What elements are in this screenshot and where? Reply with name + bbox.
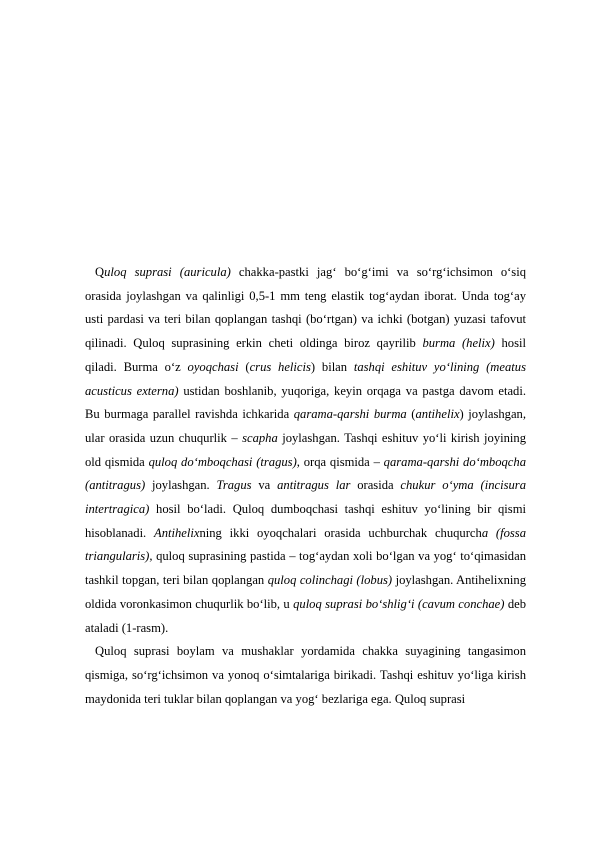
text-run: Quloq suprasi boylam va mushaklar yordamida chakka suyagining tangasimon qismiga, so‘rg‘ichsimon va yonoq o‘simtalariga birikadi. Tashqi eshituv yo‘liga kirish maydonida teri tuklar bilan qoplangan va yog‘ bezlariga ega. Quloq suprasi bbox=[85, 644, 526, 706]
italic-term: quloq suprasi bo‘shlig‘i (cavum conchae) bbox=[293, 596, 505, 611]
text-run: ( bbox=[238, 359, 250, 374]
italic-term: burma (helix) bbox=[422, 336, 495, 351]
italic-term: , bbox=[522, 407, 526, 422]
text-run: hosil qiladi. Burma o‘z bbox=[85, 336, 526, 374]
text-run: ) bilan bbox=[310, 359, 354, 374]
text-run: hosil bo‘ladi. Quloq dumboqchasi tashqi eshituv yo‘lining bir qismi hisoblanadi. bbox=[85, 502, 526, 540]
italic-term: qarama-qarshi burma bbox=[293, 407, 407, 422]
text-run: ular orasida uzun chuqurlik – bbox=[85, 430, 243, 445]
text-run: joylashgan. Tashqi eshituv yo‘li kirish joyining old qismida bbox=[85, 430, 527, 469]
italic-term: tashqi eshituv yo‘lining (meatus acusticus externa) bbox=[85, 359, 526, 398]
italic-term: oyoqchasi bbox=[187, 359, 239, 374]
text-run: , orqa qismida – bbox=[296, 454, 384, 469]
text-run: va bbox=[251, 478, 278, 493]
text-run: ustidan boshlanib, yuqoriga, keyin orqaga va pastga davom etadi. Bu burmaga parallel ravishda ichkarida bbox=[85, 383, 526, 422]
text-run: ( bbox=[406, 407, 416, 422]
italic-term: uloq suprasi (auricula) bbox=[104, 265, 231, 279]
italic-term: Antihelix bbox=[154, 525, 200, 540]
text-run: quloq suprasining pastida – tog‘aydan xoli bo‘lgan va yog‘ to‘qimasidan tashkil topgan, teri bilan qoplangan bbox=[85, 549, 526, 588]
paragraph-1 bbox=[85, 261, 526, 640]
italic-term: crus helicis bbox=[249, 359, 311, 374]
text-run: Q bbox=[95, 265, 105, 279]
italic-term: a (fossa triangularis), bbox=[85, 525, 526, 564]
paragraph-2 bbox=[85, 640, 526, 711]
italic-term: qarama-qarshi do‘mboqcha (antitragus) bbox=[85, 454, 526, 493]
italic-term: antitragus lar bbox=[277, 478, 351, 493]
text-run: ning ikki oyoqchalari orasida uchburchak chuqurch bbox=[199, 525, 482, 540]
italic-term: scapha bbox=[242, 430, 278, 445]
text-run: deb ataladi (1-rasm). bbox=[85, 596, 527, 635]
text-run: joylashgan. Antihelixning oldida voronkasimon chuqurlik bo‘lib, u bbox=[85, 573, 527, 611]
text-run: ) joylashgan bbox=[459, 407, 523, 422]
italic-term: quloq do‘mboqchasi (tragus) bbox=[148, 454, 297, 469]
text-run: chakka-pastki jag‘ bo‘g‘imi va so‘rg‘ichsimon o‘siq orasida joylashgan va qalinligi 0,5-1 mm teng elastik tog‘aydan iborat. Unda tog‘ay usti pardasi va teri bilan qoplangan tashqi (bo‘rtgan) va ichki (botgan) yuzasi tafovut qilinadi. Quloq suprasining erkin cheti oldinga biroz qayrilib bbox=[85, 265, 527, 351]
italic-term: Tragus bbox=[216, 478, 252, 493]
text-run: orasida bbox=[350, 478, 401, 493]
italic-term: quloq colinchagi (lobus) bbox=[267, 573, 393, 588]
text-run: joylashgan. bbox=[145, 478, 217, 493]
italic-term: chukur o‘yma (incisura intertragica) bbox=[85, 478, 526, 517]
body-text bbox=[85, 261, 526, 711]
italic-term: antihelix bbox=[415, 407, 460, 422]
